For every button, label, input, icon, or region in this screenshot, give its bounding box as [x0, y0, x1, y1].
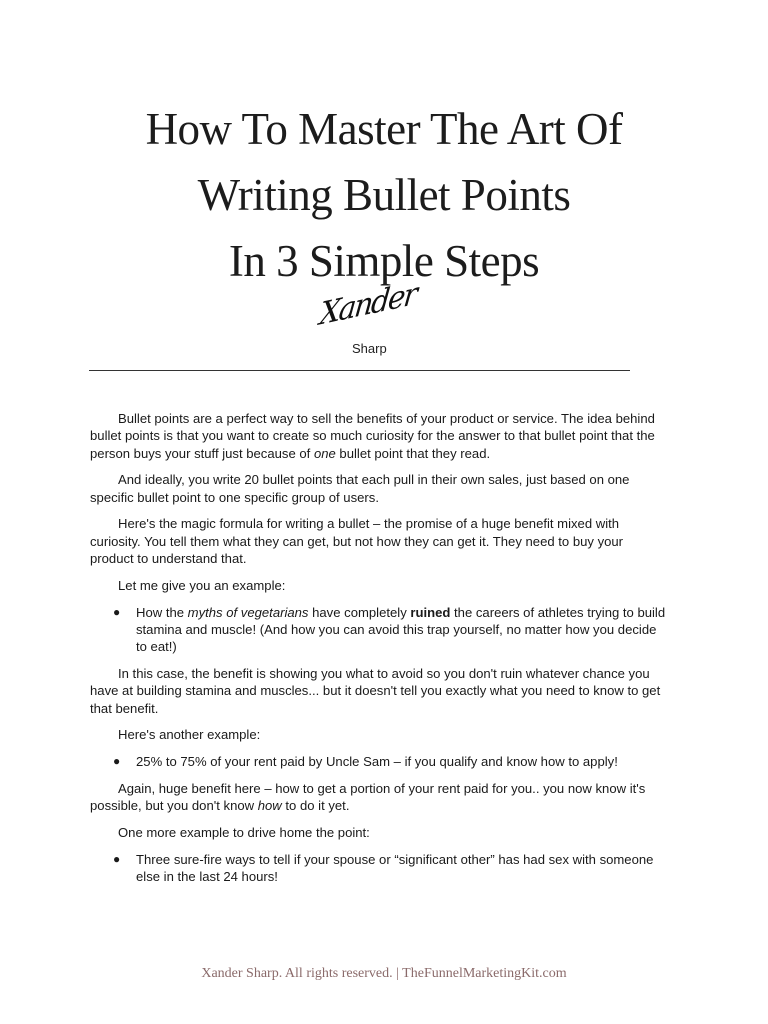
bullet-dot-icon: ● — [113, 604, 121, 619]
paragraph-1-text: Bullet points are a perfect way to sell the benefits of your product or service. The idea behind bullet points is that you want to create so much curiosity for the answer to that bullet point that the person buys your stuff just because of — [90, 411, 655, 461]
paragraph-6: Here's another example: — [118, 727, 261, 743]
page-footer: Xander Sharp. All rights reserved. | TheFunnelMarketingKit.com — [201, 966, 567, 981]
bullet-item-3 — [90, 851, 670, 886]
article-body — [90, 410, 670, 895]
bullet-3-text: Three sure-fire ways to tell if your spouse or “significant other” has had sex with someone else in the last 24 hours! — [136, 851, 654, 885]
title-line-1: How To Master The Art Of — [145, 104, 623, 154]
paragraph-5: In this case, the benefit is showing you what to avoid so you don't ruin whatever chance you have at building stamina and muscles... but it doesn't tell you exactly what you need to know to get that benefit. — [90, 666, 661, 716]
paragraph-4: Let me give you an example: — [118, 577, 286, 593]
divider — [89, 370, 630, 371]
paragraph-7 — [90, 780, 670, 815]
paragraph-7-text-b: to do it yet. — [281, 798, 350, 814]
bullet-1-emphasis: myths of vegetarians — [187, 604, 309, 620]
bullet-1-text-a: How the — [136, 604, 188, 620]
logo-sub: Sharp — [352, 341, 387, 356]
bullet-dot-icon: ● — [113, 851, 121, 866]
bullet-1-strong: ruined — [410, 604, 451, 620]
bullet-item-1 — [90, 604, 670, 656]
paragraph-1 — [90, 410, 670, 462]
paragraph-3: Here's the magic formula for writing a bullet – the promise of a huge benefit mixed with curiosity. You tell them what they can get, but not how they can get it. They need to buy your product to understand that. — [90, 516, 624, 567]
bullet-dot-icon: ● — [113, 754, 121, 769]
paragraph-1-emphasis: one — [313, 445, 336, 461]
bullet-2-text: 25% to 75% of your rent paid by Uncle Sam – if you qualify and know how to apply! — [136, 754, 618, 770]
logo-script: Xander — [318, 276, 418, 333]
author-logo — [318, 276, 418, 364]
paragraph-7-text-a: Again, huge benefit here – how to get a portion of your rent paid for you.. you now know it's possible, but you don't know — [90, 781, 646, 814]
page-title — [0, 96, 768, 294]
paragraph-1-end: bullet point that they read. — [335, 445, 491, 461]
paragraph-2: And ideally, you write 20 bullet points that each pull in their own sales, just based on one specific bullet point to one specific group of users. — [90, 472, 630, 505]
bullet-1-text-b: have completely — [308, 604, 411, 620]
paragraph-8: One more example to drive home the point: — [118, 825, 370, 841]
title-line-3: In 3 Simple Steps — [228, 236, 540, 286]
paragraph-7-emphasis: how — [257, 798, 282, 814]
bullet-1-text-c: the careers of athletes trying to build stamina and muscle! (And how you can avoid this trap yourself, no matter how you decide to eat!) — [136, 604, 666, 655]
bullet-item-2 — [90, 753, 670, 770]
title-line-2: Writing Bullet Points — [197, 170, 571, 220]
